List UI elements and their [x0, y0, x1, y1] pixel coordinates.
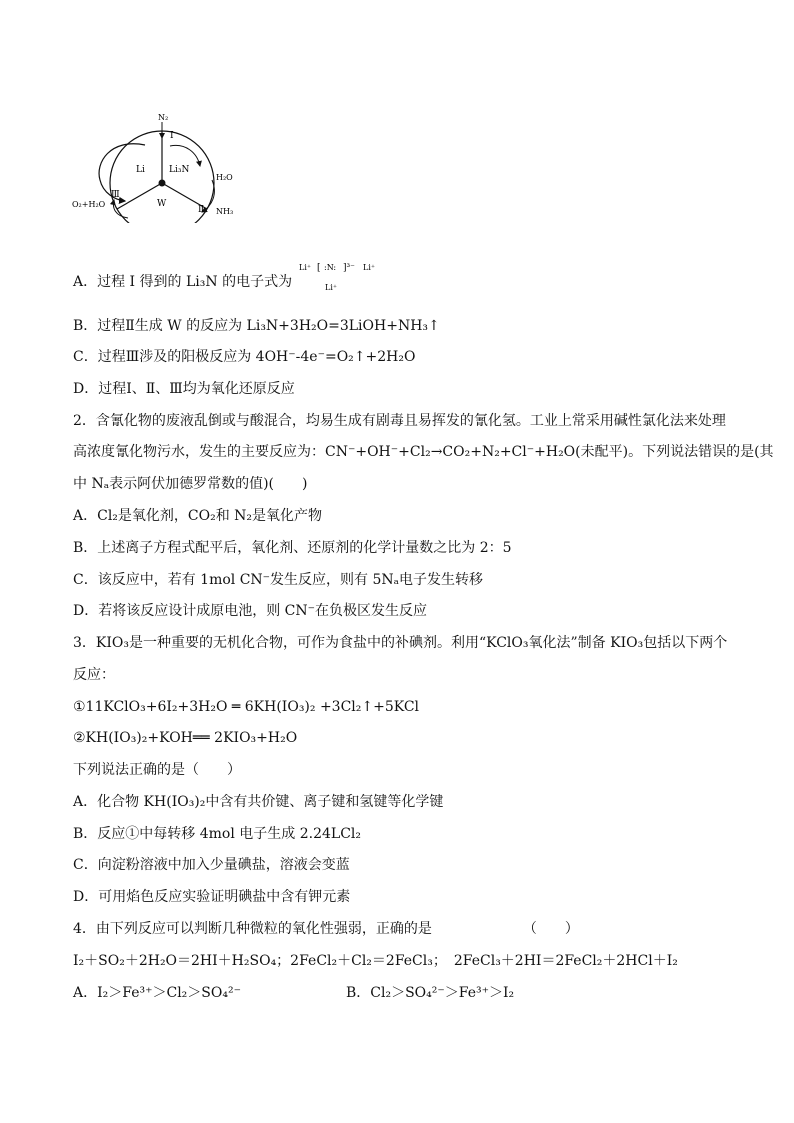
q1-option-d: D．过程Ⅰ、Ⅱ、Ⅲ均为氧化还原反应 [73, 381, 295, 397]
svg-text:[: [ [316, 263, 321, 273]
q1-option-b: B．过程Ⅱ生成 W 的反应为 Li₃N+3H₂O=3LiOH+NH₃↑ [73, 318, 440, 334]
q3-option-b: B．反应①中每转移 4mol 电子生成 2.24LCl₂ [73, 826, 361, 842]
label-process-ii: Ⅱ [198, 205, 205, 215]
q3-equation-1: ①11KClO₃+6I₂+3H₂O ═ 6KH(IO₃)₂ +3Cl₂↑+5KCl [73, 699, 420, 715]
label-nh3: NH₃ [216, 207, 234, 216]
label-w: W [157, 199, 167, 209]
q3-stem-line1: 3．KIO₃是一种重要的无机化合物，可作为食盐中的补碘剂。利用“KClO₃氧化法”制备 KIO₃包括以下两个 [73, 635, 728, 651]
q4-option-a: A．I₂＞Fe³⁺＞Cl₂＞SO₄²⁻ [73, 985, 241, 1001]
label-h2o: H₂O [216, 173, 233, 182]
svg-text:Li⁺: Li⁺ [362, 263, 375, 272]
li3n-electron-formula-image [299, 258, 385, 294]
q2-stem-line2: 高浓度氰化物污水，发生的主要反应为：CN⁻+OH⁻+Cl₂→CO₂+N₂+Cl⁻+H₂O(未配平)。下列说法错误的是(其 [73, 444, 774, 460]
q1-option-a [73, 264, 385, 300]
label-n2: N₂ [158, 113, 169, 122]
svg-text::N:: :N: [323, 263, 336, 272]
q3-option-c: C．向淀粉溶液中加入少量碘盐，溶液会变蓝 [73, 857, 350, 873]
svg-text:]³⁻: ]³⁻ [342, 263, 355, 273]
q4-option-b: B．Cl₂＞SO₄²⁻＞Fe³⁺＞I₂ [346, 985, 515, 1001]
q4-stem-line1: 4．由下列反应可以判断几种微粒的氧化性强弱，正确的是 （ ） [73, 921, 579, 937]
label-li: Li [136, 165, 145, 175]
q1-option-a-text: A．过程 I 得到的 Li₃N 的电子式为 [73, 274, 293, 290]
process-iii-arrow [113, 200, 128, 218]
q2-stem-line1: 2．含氰化物的废液乱倒或与酸混合，均易生成有剧毒且易挥发的氰化氢。工业上常采用碱性氯化法来处理 [73, 413, 726, 429]
svg-text:Li⁺: Li⁺ [298, 263, 311, 272]
q2-option-a: A．Cl₂是氧化剂，CO₂和 N₂是氧化产物 [73, 508, 323, 524]
label-process-iii: Ⅲ [111, 190, 120, 200]
q3-stem-line2: 反应： [73, 667, 115, 683]
li3n-cycle-diagram [70, 108, 250, 223]
q2-option-c: C．该反应中，若有 1mol CN⁻发生反应，则有 5Nₐ电子发生转移 [73, 572, 484, 588]
q2-stem-line3: 中 Nₐ表示阿伏加德罗常数的值)( ) [73, 476, 308, 492]
process-i-arrow [170, 145, 200, 166]
q3-option-d: D．可用焰色反应实验证明碘盐中含有钾元素 [73, 889, 351, 905]
label-o2-h2o: O₂+H₂O [72, 200, 106, 209]
label-li3n: Li₃N [169, 165, 190, 175]
q1-option-c: C．过程Ⅲ涉及的阳极反应为 4OH⁻-4e⁻=O₂↑+2H₂O [73, 349, 416, 365]
q4-options-row-1 [73, 983, 515, 1003]
q4-stem-line2: I₂＋SO₂＋2H₂O＝2HI＋H₂SO₄；2FeCl₂＋Cl₂＝2FeCl₃； 2FeCl₃＋2HI＝2FeCl₂＋2HCl＋I₂ [73, 953, 678, 969]
svg-text:Li⁺: Li⁺ [324, 283, 337, 292]
label-process-i: I [170, 131, 174, 141]
q3-option-a: A．化合物 KH(IO₃)₂中含有共价键、离子键和氢键等化学键 [73, 794, 444, 810]
center-dot [159, 180, 166, 187]
q3-equation-2: ②KH(IO₃)₂+KOH══ 2KIO₃+H₂O [73, 730, 298, 746]
divider-left [117, 183, 162, 209]
q2-option-d: D．若将该反应设计成原电池，则 CN⁻在负极区发生反应 [73, 603, 428, 619]
q3-prompt: 下列说法正确的是（ ） [73, 762, 241, 778]
q2-option-b: B．上述离子方程式配平后，氧化剂、还原剂的化学计量数之比为 2：5 [73, 540, 512, 556]
